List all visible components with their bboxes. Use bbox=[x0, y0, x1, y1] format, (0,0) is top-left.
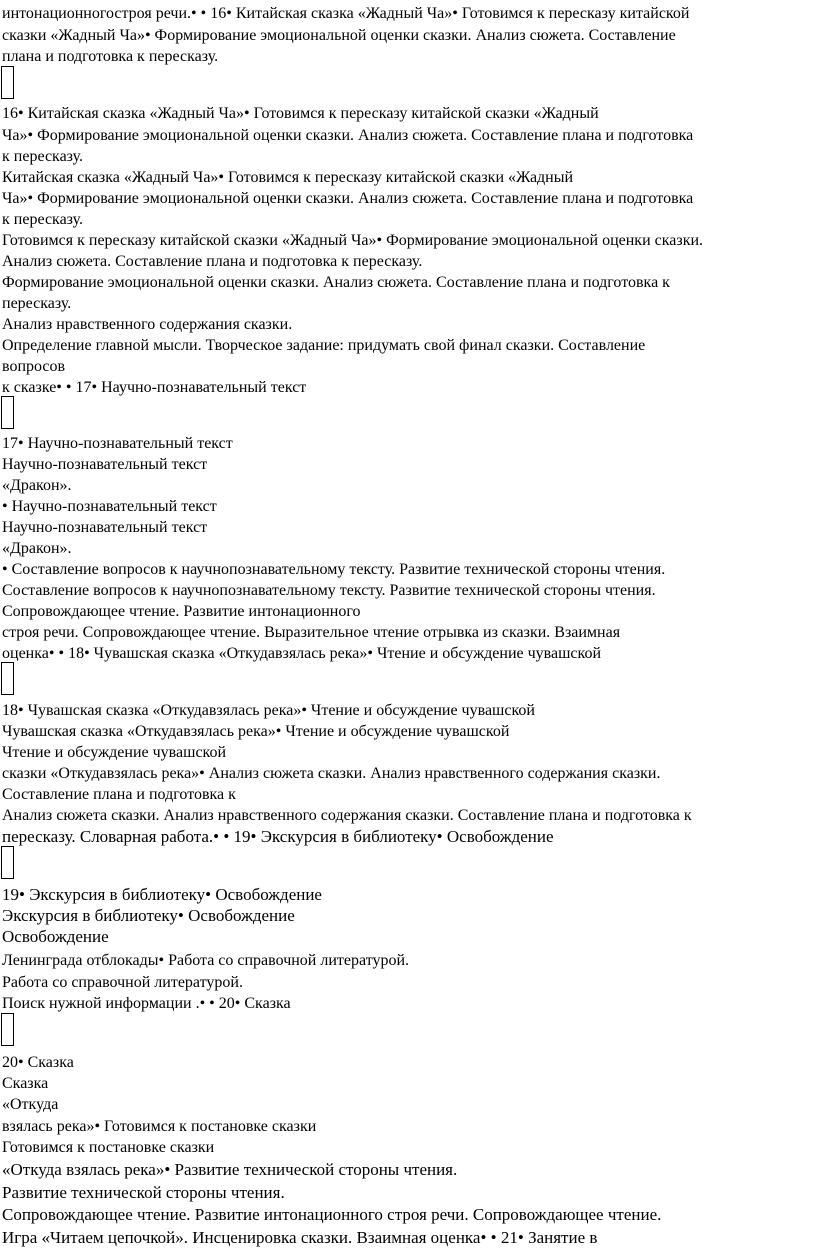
text-line: 16• Китайская сказка «Жадный Ча»• Готовимся к пересказу китайской сказки «Жадный bbox=[2, 105, 599, 122]
empty-table-cell bbox=[1, 846, 14, 879]
text-line: Составление вопросов к научнопознавательному тексту. Развитие технической стороны чтения. bbox=[2, 582, 656, 599]
text-line: вопросов bbox=[2, 358, 66, 375]
text-line: Сопровождающее чтение. Развитие интонационного строя речи. Сопровождающее чтение. bbox=[2, 1205, 662, 1224]
text-line: Анализ сюжета сказки. Анализ нравственного содержания сказки. Составление плана и подготовка к bbox=[2, 807, 692, 824]
text-line: строя речи. Сопровождающее чтение. Выразительное чтение отрывка из сказки. Взаимная bbox=[2, 624, 621, 641]
text-line: пересказу. Словарная работа.• • 19• Экскурсия в библиотеку• Освобождение bbox=[2, 827, 554, 846]
text-line: к пересказу. bbox=[2, 148, 84, 165]
text-line: оценка• • 18• Чувашская сказка «Откудавзялась река»• Чтение и обсуждение чувашской bbox=[2, 645, 602, 662]
empty-table-cell bbox=[1, 662, 14, 695]
text-line: • Научно-познавательный текст bbox=[2, 498, 217, 515]
text-line: Научно-познавательный текст bbox=[2, 456, 208, 473]
text-line: интонационногостроя речи.• • 16• Китайская сказка «Жадный Ча»• Готовимся к пересказу китайской bbox=[2, 5, 690, 22]
text-line: плана и подготовка к пересказу. bbox=[2, 48, 219, 65]
text-line: Поиск нужной информации .• • 20• Сказка bbox=[2, 995, 291, 1012]
text-line: 20• Сказка bbox=[2, 1054, 74, 1071]
empty-table-cell bbox=[1, 1013, 14, 1046]
empty-table-cell bbox=[1, 396, 14, 429]
text-line: Ча»• Формирование эмоциональной оценки сказки. Анализ сюжета. Составление плана и подготовка bbox=[2, 190, 694, 207]
text-line: «Дракон». bbox=[2, 477, 72, 494]
text-line: Анализ сюжета. Составление плана и подготовка к пересказу. bbox=[2, 253, 423, 270]
text-line: Работа со справочной литературой. bbox=[2, 974, 243, 991]
text-line: «Откуда взялась река»• Развитие технической стороны чтения. bbox=[2, 1160, 458, 1179]
text-line: «Откуда bbox=[2, 1096, 59, 1113]
text-line: к сказке• • 17• Научно-познавательный текст bbox=[2, 379, 307, 396]
text-line: Готовимся к постановке сказки bbox=[2, 1139, 215, 1156]
text-line: Определение главной мысли. Творческое задание: придумать свой финал сказки. Составление bbox=[2, 337, 646, 354]
text-line: 17• Научно-познавательный текст bbox=[2, 435, 233, 452]
text-line: Экскурсия в библиотеку• Освобождение bbox=[2, 906, 295, 925]
text-line: Развитие технической стороны чтения. bbox=[2, 1183, 285, 1202]
text-line: Китайская сказка «Жадный Ча»• Готовимся к пересказу китайской сказки «Жадный bbox=[2, 169, 574, 186]
text-line: пересказу. bbox=[2, 295, 72, 312]
text-line: Формирование эмоциональной оценки сказки. Анализ сюжета. Составление плана и подготовка к bbox=[2, 274, 670, 291]
text-line: взялась река»• Готовимся к постановке сказки bbox=[2, 1118, 317, 1135]
text-line: • Составление вопросов к научнопознавательному тексту. Развитие технической стороны чтения. bbox=[2, 561, 666, 578]
text-line: Сказка bbox=[2, 1075, 49, 1092]
text-line: «Дракон». bbox=[2, 540, 72, 557]
text-line: Анализ нравственного содержания сказки. bbox=[2, 316, 293, 333]
text-line: Готовимся к пересказу китайской сказки «Жадный Ча»• Формирование эмоциональной оценки сказки. bbox=[2, 232, 704, 249]
text-line: Сопровождающее чтение. Развитие интонационного bbox=[2, 603, 361, 620]
text-line: Освобождение bbox=[2, 927, 109, 946]
text-line: 18• Чувашская сказка «Откудавзялась река»• Чтение и обсуждение чувашской bbox=[2, 702, 535, 719]
text-line: Ленинграда отблокады• Работа со справочной литературой. bbox=[2, 952, 410, 969]
text-line: Ча»• Формирование эмоциональной оценки сказки. Анализ сюжета. Составление плана и подготовка bbox=[2, 127, 694, 144]
text-line: Чтение и обсуждение чувашской bbox=[2, 744, 227, 761]
text-line: Игра «Читаем цепочкой». Инсценировка сказки. Взаимная оценка• • 21• Занятие в bbox=[2, 1228, 598, 1247]
text-line: Чувашская сказка «Откудавзялась река»• Чтение и обсуждение чувашской bbox=[2, 723, 510, 740]
text-line: Составление плана и подготовка к bbox=[2, 786, 236, 803]
empty-table-cell bbox=[1, 66, 14, 99]
text-line: сказки «Откудавзялась река»• Анализ сюжета сказки. Анализ нравственного содержания сказки. bbox=[2, 765, 661, 782]
text-line: 19• Экскурсия в библиотеку• Освобождение bbox=[2, 885, 322, 904]
text-line: Научно-познавательный текст bbox=[2, 519, 208, 536]
text-line: к пересказу. bbox=[2, 211, 84, 228]
text-line: сказки «Жадный Ча»• Формирование эмоциональной оценки сказки. Анализ сюжета. Составление bbox=[2, 27, 676, 44]
